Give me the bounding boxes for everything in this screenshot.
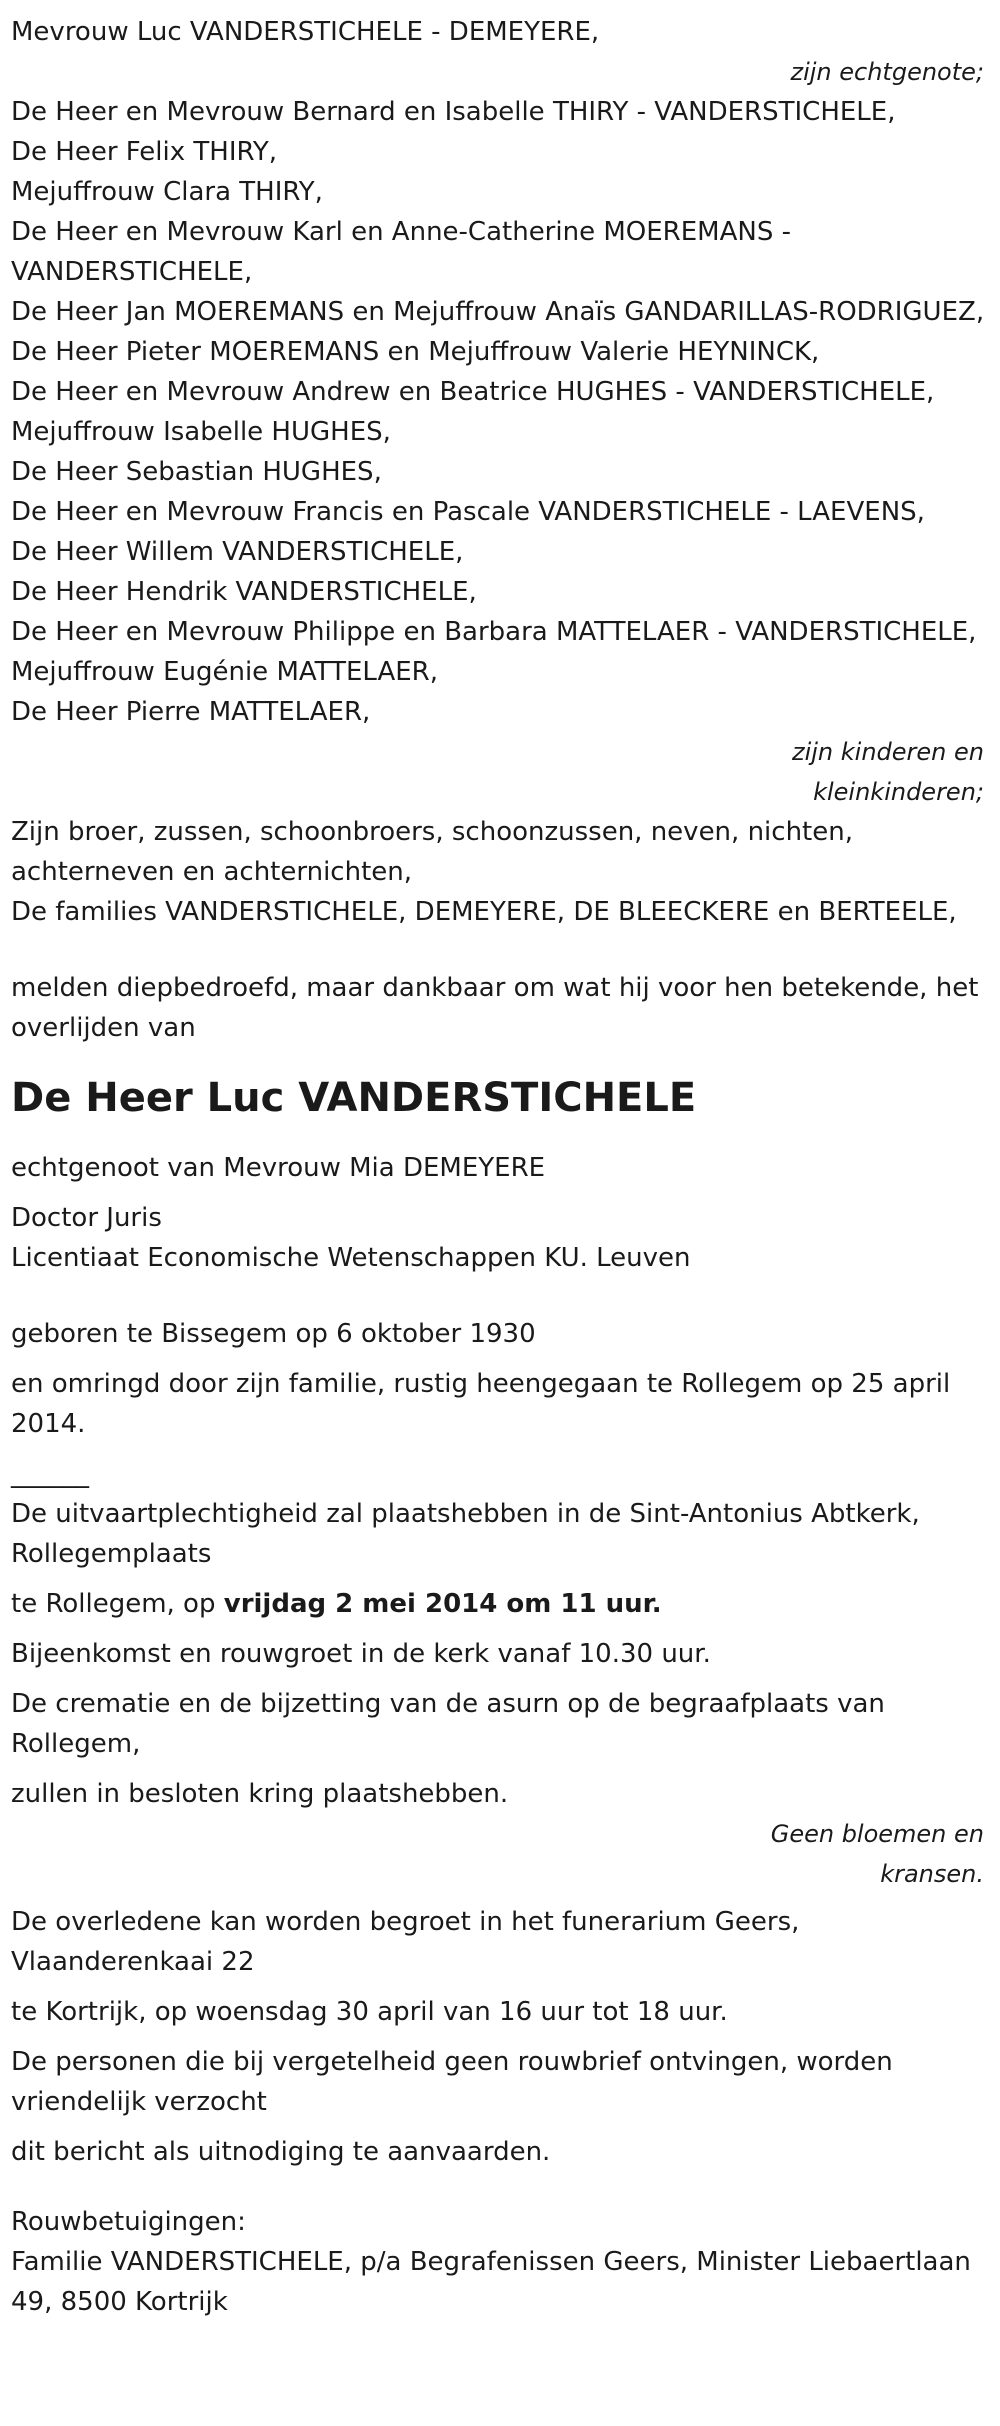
cremation-info-2: zullen in besloten kring plaatshebben. <box>11 1779 509 1809</box>
funeral-datetime-prefix: te Rollegem, op <box>11 1589 224 1619</box>
invitation-note-2: dit bericht als uitnodiging te aanvaarden. <box>11 2137 551 2167</box>
children-item: De Heer en Mevrouw Francis en Pascale VANDERSTICHELE - LAEVENS, <box>11 497 925 527</box>
announcement-text: melden diepbedroefd, maar dankbaar om wat hij voor hen betekende, het overlijden van <box>11 973 979 1043</box>
invitation-note: De personen die bij vergetelheid geen rouwbrief ontvingen, worden vriendelijk verzocht <box>11 2047 893 2117</box>
deceased-title-1: Doctor Juris <box>11 1203 162 1233</box>
spouse-line: Mevrouw Luc VANDERSTICHELE - DEMEYERE, <box>11 17 600 47</box>
no-flowers-line-1: Geen bloemen en <box>770 1820 984 1848</box>
children-item: De Heer en Mevrouw Karl en Anne-Catherine MOEREMANS - VANDERSTICHELE, <box>11 217 791 287</box>
death-info: en omringd door zijn familie, rustig heengegaan te Rollegem op 25 april 2014. <box>11 1369 951 1439</box>
children-role-line-1: zijn kinderen en <box>792 738 984 766</box>
children-item: De Heer Willem VANDERSTICHELE, <box>11 537 464 567</box>
children-item: De Heer Hendrik VANDERSTICHELE, <box>11 577 477 607</box>
children-item: Mejuffrouw Clara THIRY, <box>11 177 323 207</box>
children-item: De Heer Pierre MATTELAER, <box>11 697 371 727</box>
funeral-datetime-bold: vrijdag 2 mei 2014 om 11 uur. <box>223 1589 662 1619</box>
no-flowers-line-2: kransen. <box>880 1860 984 1888</box>
separator-line: ______ <box>11 1459 89 1489</box>
children-item: Mejuffrouw Eugénie MATTELAER, <box>11 657 439 687</box>
children-item: De Heer en Mevrouw Philippe en Barbara MATTELAER - VANDERSTICHELE, <box>11 617 977 647</box>
children-item: De Heer en Mevrouw Bernard en Isabelle THIRY - VANDERSTICHELE, <box>11 97 896 127</box>
children-list <box>11 92 986 732</box>
funeral-location: De uitvaartplechtigheid zal plaatshebben in de Sint-Antonius Abtkerk, Rollegemplaats <box>11 1499 920 1569</box>
gathering-info: Bijeenkomst en rouwgroet in de kerk vanaf 10.30 uur. <box>11 1639 711 1669</box>
deceased-title-2: Licentiaat Economische Wetenschappen KU. Leuven <box>11 1243 691 1273</box>
children-item: De Heer Felix THIRY, <box>11 137 278 167</box>
deceased-name: De Heer Luc VANDERSTICHELE <box>11 1075 697 1121</box>
children-item: Mejuffrouw Isabelle HUGHES, <box>11 417 391 447</box>
extended-family: Zijn broer, zussen, schoonbroers, schoonzussen, neven, nichten, achterneven en achternichten, <box>11 817 853 887</box>
children-role-line-2: kleinkinderen; <box>813 778 984 806</box>
viewing-datetime: te Kortrijk, op woensdag 30 april van 16 uur tot 18 uur. <box>11 1997 728 2027</box>
children-item: De Heer Pieter MOEREMANS en Mejuffrouw Valerie HEYNINCK, <box>11 337 820 367</box>
condolences-address: Familie VANDERSTICHELE, p/a Begrafenissen Geers, Minister Liebaertlaan 49, 8500 Kortrijk <box>11 2247 971 2317</box>
families-line: De families VANDERSTICHELE, DEMEYERE, DE BLEECKERE en BERTEELE, <box>11 897 957 927</box>
viewing-location: De overledene kan worden begroet in het funerarium Geers, Vlaanderenkaai 22 <box>11 1907 800 1977</box>
children-item: De Heer en Mevrouw Andrew en Beatrice HUGHES - VANDERSTICHELE, <box>11 377 935 407</box>
cremation-info: De crematie en de bijzetting van de asurn op de begraafplaats van Rollegem, <box>11 1689 885 1759</box>
funeral-datetime <box>11 1584 986 1624</box>
spouse-role: zijn echtgenote; <box>790 58 984 86</box>
condolences-label: Rouwbetuigingen: <box>11 2207 246 2237</box>
children-item: De Heer Jan MOEREMANS en Mejuffrouw Anaïs GANDARILLAS-RODRIGUEZ, <box>11 297 985 327</box>
deceased-spouse: echtgenoot van Mevrouw Mia DEMEYERE <box>11 1153 546 1183</box>
children-item: De Heer Sebastian HUGHES, <box>11 457 382 487</box>
birth-info: geboren te Bissegem op 6 oktober 1930 <box>11 1319 536 1349</box>
